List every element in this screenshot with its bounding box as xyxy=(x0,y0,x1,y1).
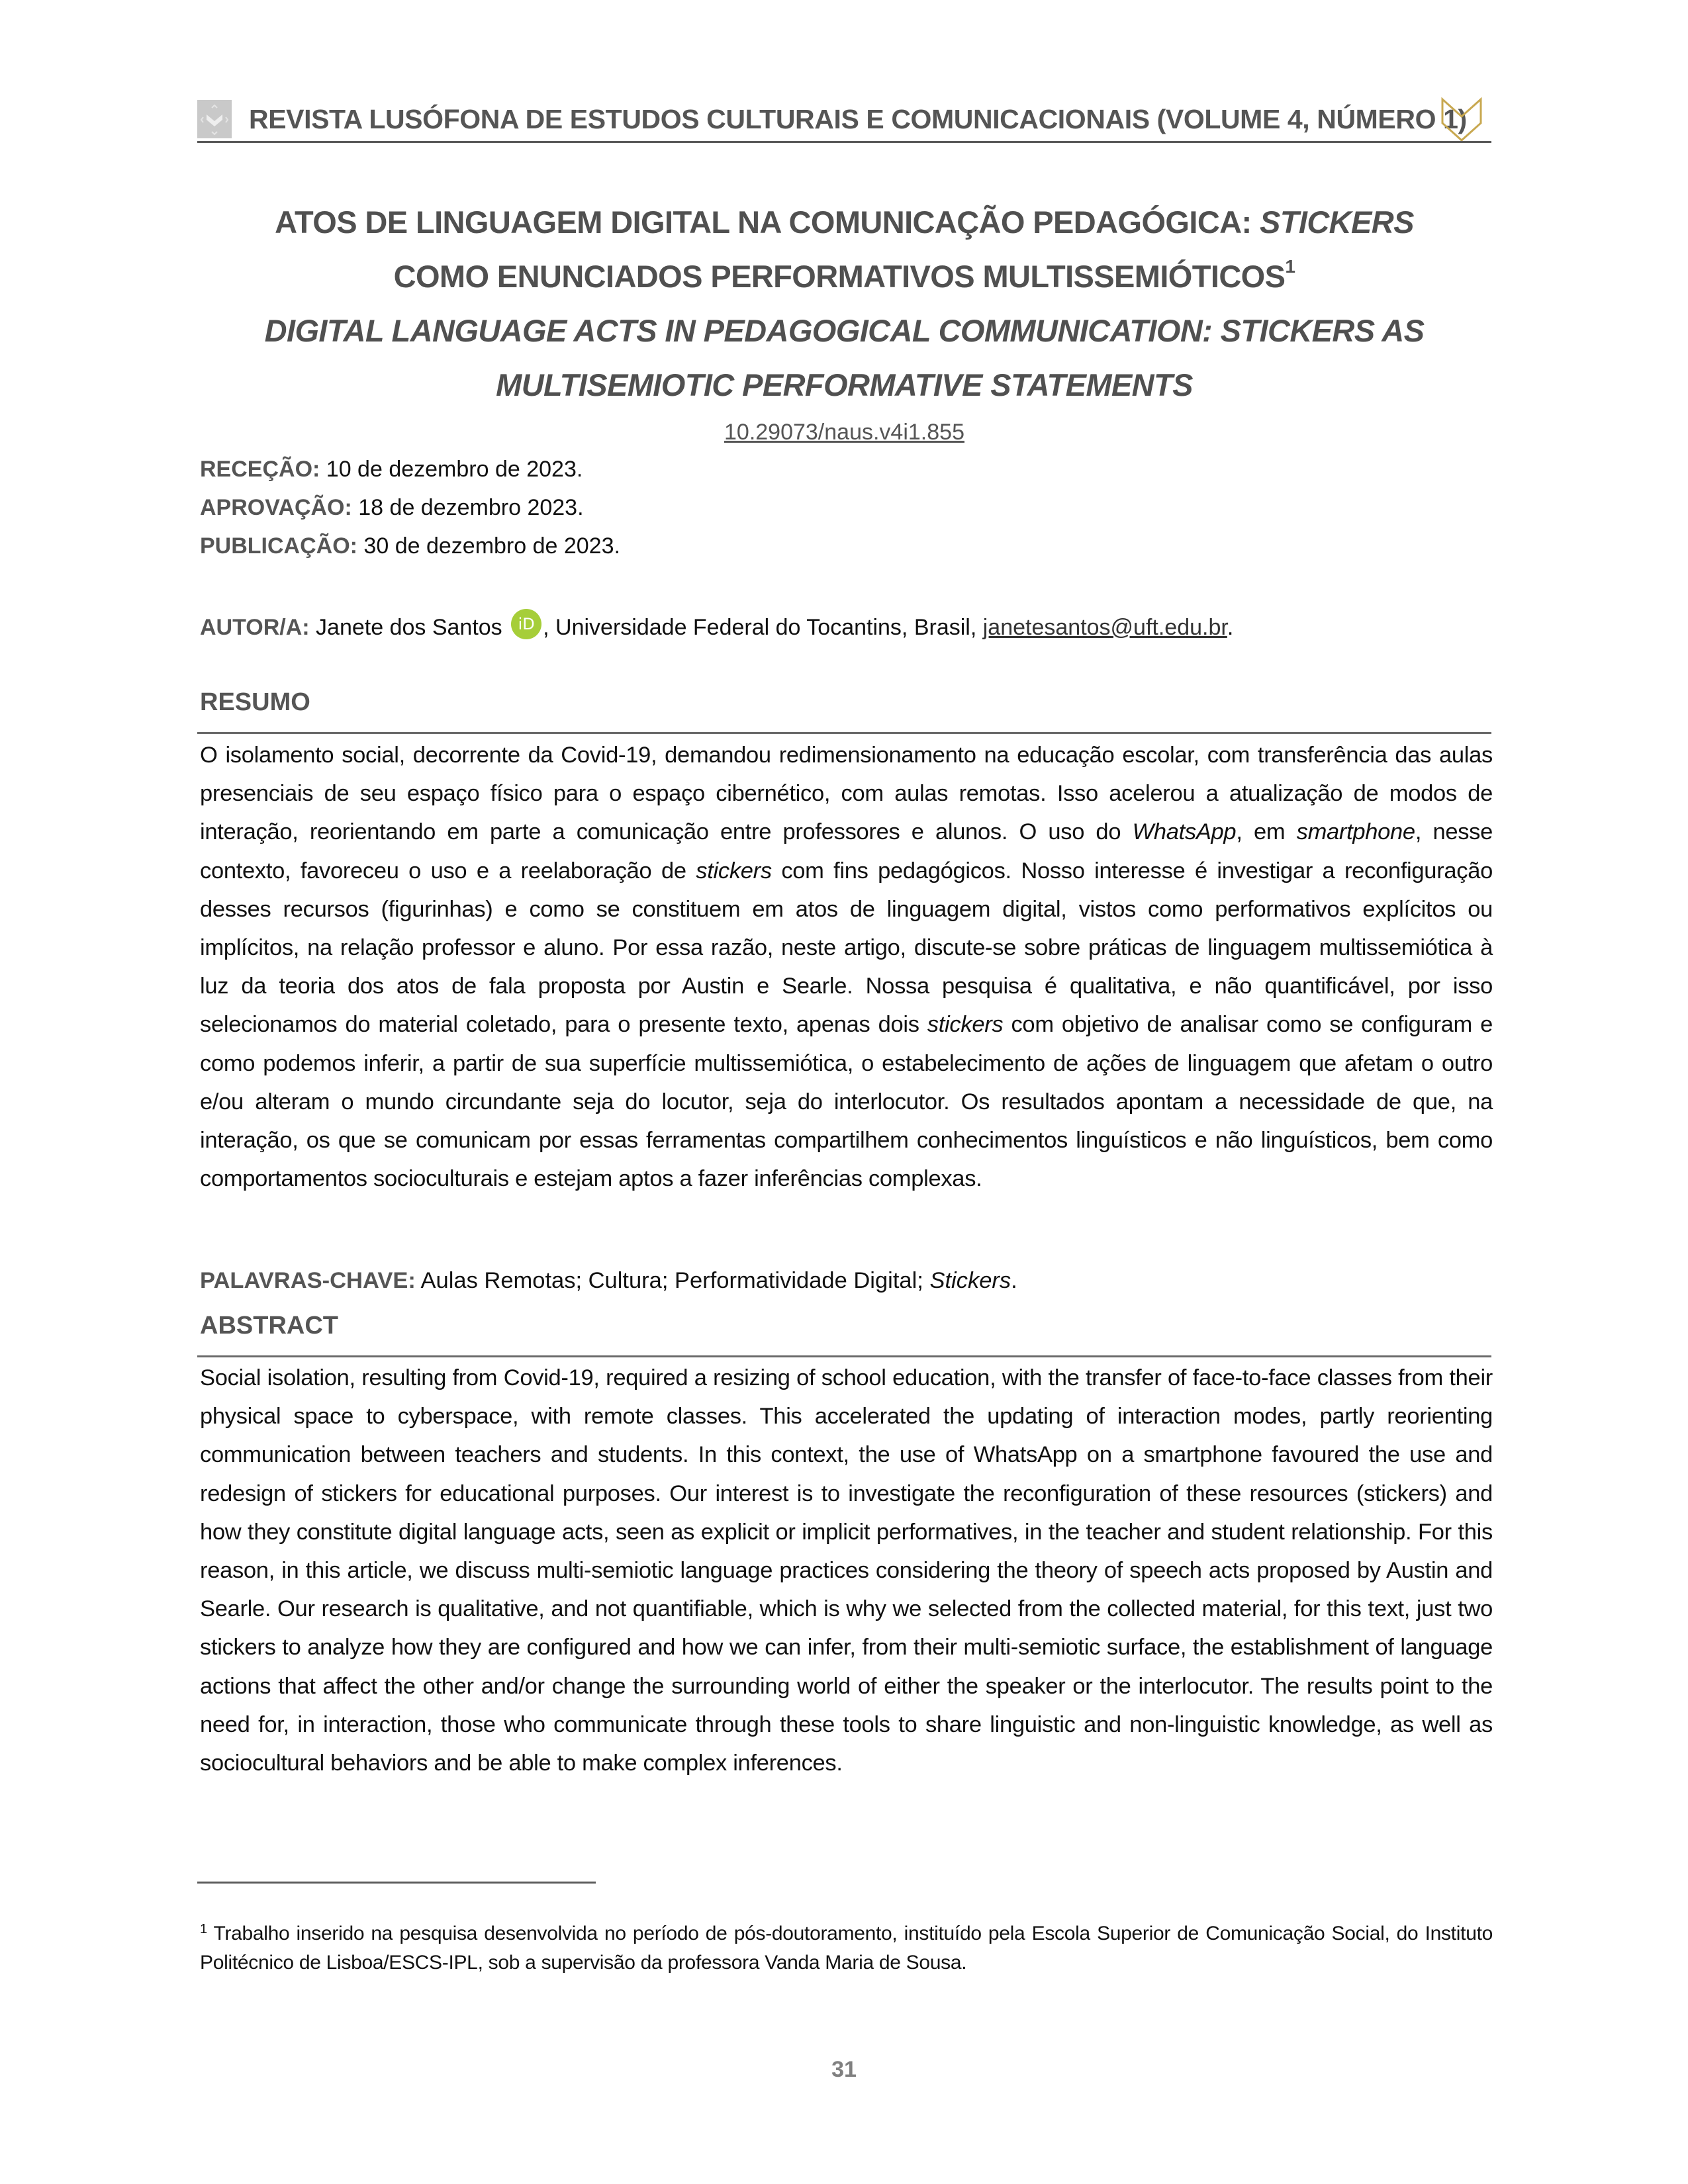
title-pt-text: ATOS DE LINGUAGEM DIGITAL NA COMUNICAÇÃO PEDAGÓGICA: xyxy=(275,205,1260,240)
author-line xyxy=(200,609,1233,644)
resumo-text: , em xyxy=(1236,819,1297,845)
reception-date xyxy=(200,450,620,488)
resumo-italic: WhatsApp xyxy=(1132,819,1237,845)
footnote-text: Trabalho inserido na pesquisa desenvolvida no período de pós-doutoramento, instituído pela Escola Superior de Comunicação Social, do Instituto Politécnico de Lisboa/ESCS-IPL, sob a supervisão da professora Vanda Maria de Sousa. xyxy=(200,1923,1493,1974)
resumo-paragraph xyxy=(200,736,1493,1198)
title-pt-line-1 xyxy=(197,195,1491,250)
reception-value: 10 de dezembro de 2023. xyxy=(320,457,583,482)
doi-link[interactable]: 10.29073/naus.v4i1.855 xyxy=(724,420,964,445)
keywords-italic: Stickers xyxy=(929,1268,1011,1293)
header-divider xyxy=(197,141,1491,143)
resumo-text: com fins pedagógicos. Nosso interesse é investigar a reconfiguração desses recursos (figurinhas) e como se constituem em atos de linguagem digital, vistos como performativos explícitos ou implícitos, na relação professor e aluno. Por essa razão, neste artigo, discute-se sobre práticas de linguagem multissemiótica à luz da teoria dos atos de fala proposta por Austin e Searle. Nossa pesquisa é qualitativa, e não quantificável, por isso selecionamos do material coletado, para o presente texto, apenas dois xyxy=(200,858,1493,1038)
keywords-label: PALAVRAS-CHAVE: xyxy=(200,1268,416,1293)
keywords-line xyxy=(200,1264,1017,1297)
resumo-italic: smartphone xyxy=(1296,819,1415,845)
title-pt-text-2: COMO ENUNCIADOS PERFORMATIVOS MULTISSEMIÓTICOS xyxy=(393,259,1286,294)
abstract-paragraph: Social isolation, resulting from Covid-19, required a resizing of school education, with the transfer of face-to-face classes from their physical space to cyberspace, with remote classes. This accelerated the updating of interaction modes, partly reorienting communication between teachers and students. In this context, the use of WhatsApp on a smartphone favoured the use and redesign of stickers for educational purposes. Our interest is to investigate the reconfiguration of these resources (stickers) and how they constitute digital language acts, seen as explicit or implicit performatives, in the teacher and student relationship. For this reason, in this article, we discuss multi-semiotic language practices considering the theory of speech acts proposed by Austin and Searle. Our research is qualitative, and not quantifiable, which is why we selected from the collected material, for this text, just two stickers to analyze how they are configured and how we can infer, from their multi-semiotic surface, the establishment of language actions that affect the other and/or change the surrounding world of either the speaker or the interlocutor. The results point to the need for, in interaction, those who communicate through these tools to share linguistic and non-linguistic knowledge, as well as sociocultural behaviors and be able to make complex inferences. xyxy=(200,1365,1493,1776)
approval-date xyxy=(200,488,620,527)
reception-label: RECEÇÃO: xyxy=(200,457,320,482)
author-name: Janete dos Santos xyxy=(309,615,509,640)
keywords-trailing: . xyxy=(1011,1268,1017,1293)
abstract-divider xyxy=(197,1355,1491,1357)
author-affiliation: , Universidade Federal do Tocantins, Brasil, xyxy=(543,615,983,640)
page-number: 31 xyxy=(831,2057,857,2082)
publication-label: PUBLICAÇÃO: xyxy=(200,533,357,559)
resumo-italic: stickers xyxy=(696,858,772,884)
resumo-heading: RESUMO xyxy=(200,688,310,716)
publication-date xyxy=(200,527,620,565)
author-label: AUTOR/A: xyxy=(200,615,310,640)
keywords-text: Aulas Remotas; Cultura; Performatividade Digital; xyxy=(415,1268,930,1293)
article-titles xyxy=(197,195,1491,451)
publication-value: 30 de dezembro de 2023. xyxy=(357,533,620,559)
title-pt-italic: STICKERS xyxy=(1260,205,1414,240)
resumo-text: com objetivo de analisar como se configuram e como podemos inferir, a partir de sua superfície multissemiótica, o estabelecimento de ações de linguagem que afetam o outro e/ou alteram o mundo circundante seja do locutor, seja do interlocutor. Os resultados apontam a necessidade de que, na interação, os que se comunicam por essas ferramentas compartilhem conhecimentos linguísticos e não linguísticos, bem como comportamentos socioculturais e estejam aptos a fazer inferências complexas. xyxy=(200,1012,1493,1192)
footnote-marker: 1 xyxy=(200,1922,207,1936)
approval-value: 18 de dezembro 2023. xyxy=(352,495,584,520)
article-dates xyxy=(200,450,620,565)
abstract-heading: ABSTRACT xyxy=(200,1312,338,1340)
title-en-line-2: MULTISEMIOTIC PERFORMATIVE STATEMENTS xyxy=(496,367,1193,402)
author-trailing: . xyxy=(1227,615,1234,640)
orcid-icon[interactable]: iD xyxy=(511,609,541,639)
author-email-link[interactable]: janetesantos@uft.edu.br xyxy=(982,615,1227,640)
approval-label: APROVAÇÃO: xyxy=(200,495,352,520)
resumo-divider xyxy=(197,732,1491,734)
resumo-text: , nesse contexto, favoreceu o uso e a reelaboração de xyxy=(200,819,1493,884)
footnote-divider xyxy=(197,1882,596,1884)
journal-emblem-icon xyxy=(197,100,232,138)
title-en-line-1: DIGITAL LANGUAGE ACTS IN PEDAGOGICAL COMMUNICATION: STICKERS AS xyxy=(264,313,1425,348)
journal-chevron-logo-icon xyxy=(1438,93,1485,142)
footnote-reference[interactable]: 1 xyxy=(1285,256,1295,277)
resumo-text: O isolamento social, decorrente da Covid-19, demandou redimensionamento na educação escolar, com transferência das aulas presenciais de seu espaço físico para o espaço cibernético, com aulas remotas. Isso acelerou a atualização de modos de interação, reorientando em parte a comunicação entre professores e alunos. O uso do xyxy=(200,743,1493,845)
resumo-italic: stickers xyxy=(927,1012,1004,1038)
footnote xyxy=(200,1919,1493,1978)
running-header xyxy=(197,97,1491,142)
title-pt-line-2 xyxy=(197,250,1491,304)
journal-title: REVISTA LUSÓFONA DE ESTUDOS CULTURAIS E COMUNICACIONAIS (VOLUME 4, NÚMERO 1) xyxy=(249,103,1467,134)
